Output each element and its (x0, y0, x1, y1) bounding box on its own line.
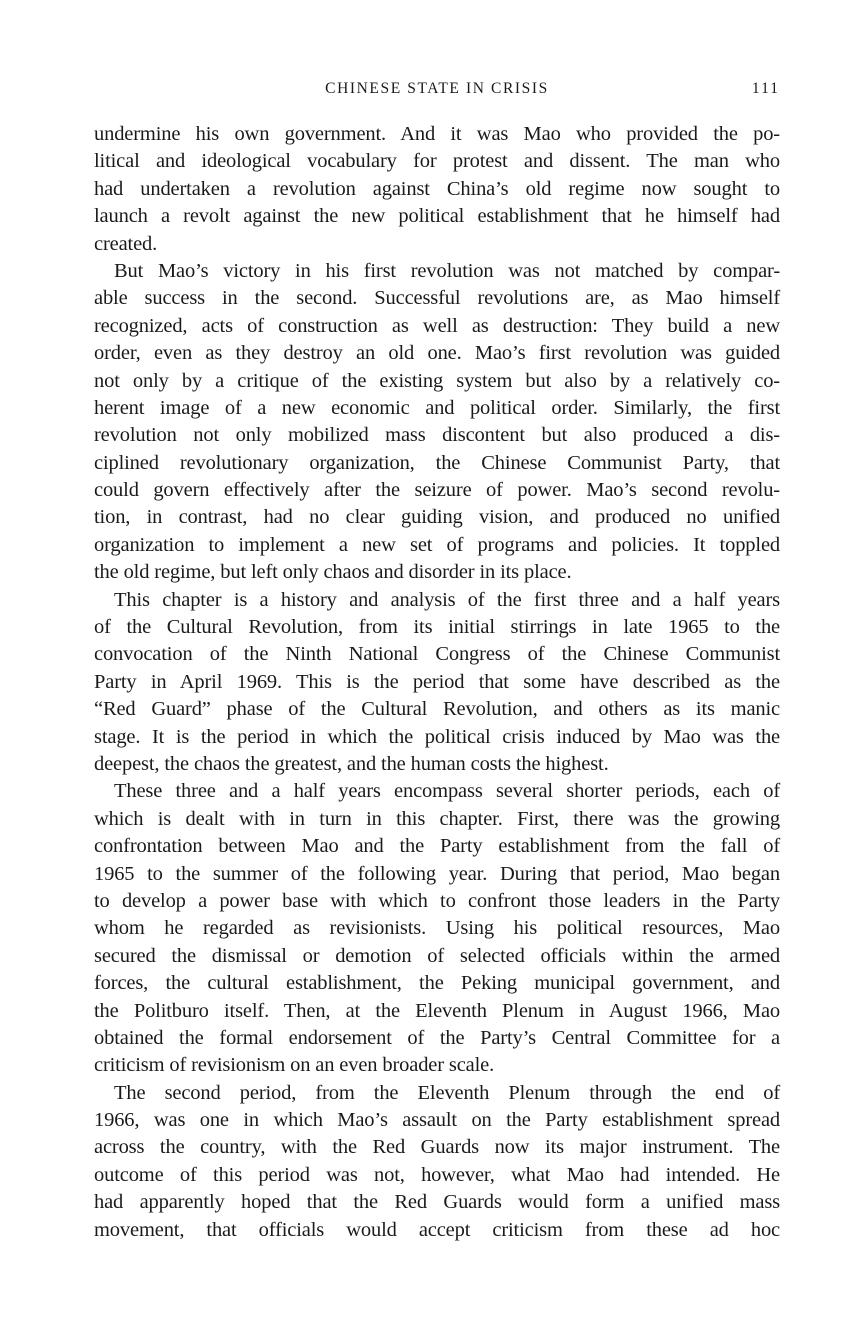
text-line: tion, in contrast, had no clear guiding vision, and produced no unified (94, 506, 780, 529)
text-line: across the country, with the Red Guards now its major instrument. The (94, 1136, 780, 1159)
text-line: deepest, the chaos the greatest, and the human costs the highest. (94, 752, 609, 775)
text-line: The second period, from the Eleventh Plenum through the end of (114, 1081, 780, 1104)
text-line: which is dealt with in turn in this chapter. First, there was the growing (94, 807, 780, 830)
text-line: confrontation between Mao and the Party establishment from the fall of (94, 835, 780, 858)
text-line: whom he regarded as revisionists. Using his political resources, Mao (94, 917, 780, 940)
text-line: forces, the cultural establishment, the Peking municipal government, and (94, 972, 780, 995)
text-line: launch a revolt against the new political establishment that he himself had (94, 205, 780, 228)
text-line: recognized, acts of construction as well as destruction: They build a new (94, 314, 780, 337)
paragraph-chapter-scope (94, 587, 780, 779)
text-line: revolution not only mobilized mass discontent but also produced a dis- (94, 424, 780, 447)
text-line: order, even as they destroy an old one. Mao’s first revolution was guided (94, 342, 780, 365)
text-line: herent image of a new economic and political order. Similarly, the first (94, 396, 780, 419)
text-line: convocation of the Ninth National Congress of the Chinese Communist (94, 643, 780, 666)
text-line: undermine his own government. And it was Mao who provided the po- (94, 123, 780, 145)
text-line: had apparently hoped that the Red Guards would form a unified mass (94, 1191, 780, 1214)
running-head (94, 77, 780, 101)
text-line: But Mao’s victory in his first revolution was not matched by compar- (114, 259, 780, 282)
paragraph-second-period (94, 1080, 780, 1244)
text-line: the old regime, but left only chaos and disorder in its place. (94, 561, 572, 584)
page-number: 111 (751, 80, 780, 97)
text-line: 1966, was one in which Mao’s assault on the Party establishment spread (94, 1109, 780, 1132)
text-line: the Politburo itself. Then, at the Eleventh Plenum in August 1966, Mao (94, 999, 780, 1022)
text-line: These three and a half years encompass several shorter periods, each of (114, 780, 780, 803)
text-line: of the Cultural Revolution, from its initial stirrings in late 1965 to the (94, 616, 780, 639)
text-line: litical and ideological vocabulary for protest and dissent. The man who (94, 150, 780, 173)
body-text (94, 121, 780, 1244)
text-line: “Red Guard” phase of the Cultural Revolution, and others as its manic (94, 698, 780, 721)
text-line: able success in the second. Successful revolutions are, as Mao himself (94, 287, 780, 310)
text-line: 1965 to the summer of the following year. During that period, Mao began (94, 862, 780, 885)
text-line: had undertaken a revolution against China’s old regime now sought to (94, 177, 780, 200)
paragraph-first-period (94, 778, 780, 1079)
text-line: movement, that officials would accept criticism from these ad hoc (94, 1218, 780, 1241)
text-line: ciplined revolutionary organization, the Chinese Communist Party, that (94, 451, 780, 474)
text-line: This chapter is a history and analysis of the first three and a half years (114, 588, 780, 611)
text-line: criticism of revisionism on an even broader scale. (94, 1054, 495, 1077)
text-line: created. (94, 232, 158, 255)
text-line: not only by a critique of the existing system but also by a relatively co- (94, 369, 780, 392)
text-line: secured the dismissal or demotion of selected officials within the armed (94, 944, 780, 967)
text-line: stage. It is the period in which the political crisis induced by Mao was the (94, 725, 780, 748)
text-line: obtained the formal endorsement of the Party’s Central Committee for a (94, 1026, 780, 1049)
running-title: CHINESE STATE IN CRISIS (325, 80, 549, 97)
text-line: could govern effectively after the seizure of power. Mao’s second revolu- (94, 479, 780, 502)
paragraph-first-revolution (94, 258, 780, 587)
text-line: Party in April 1969. This is the period that some have described as the (94, 670, 780, 693)
text-line: to develop a power base with which to confront those leaders in the Party (94, 889, 780, 912)
text-line: organization to implement a new set of programs and policies. It toppled (94, 533, 780, 556)
text-line: outcome of this period was not, however, what Mao had intended. He (94, 1163, 780, 1186)
paragraph-continued (94, 121, 780, 258)
